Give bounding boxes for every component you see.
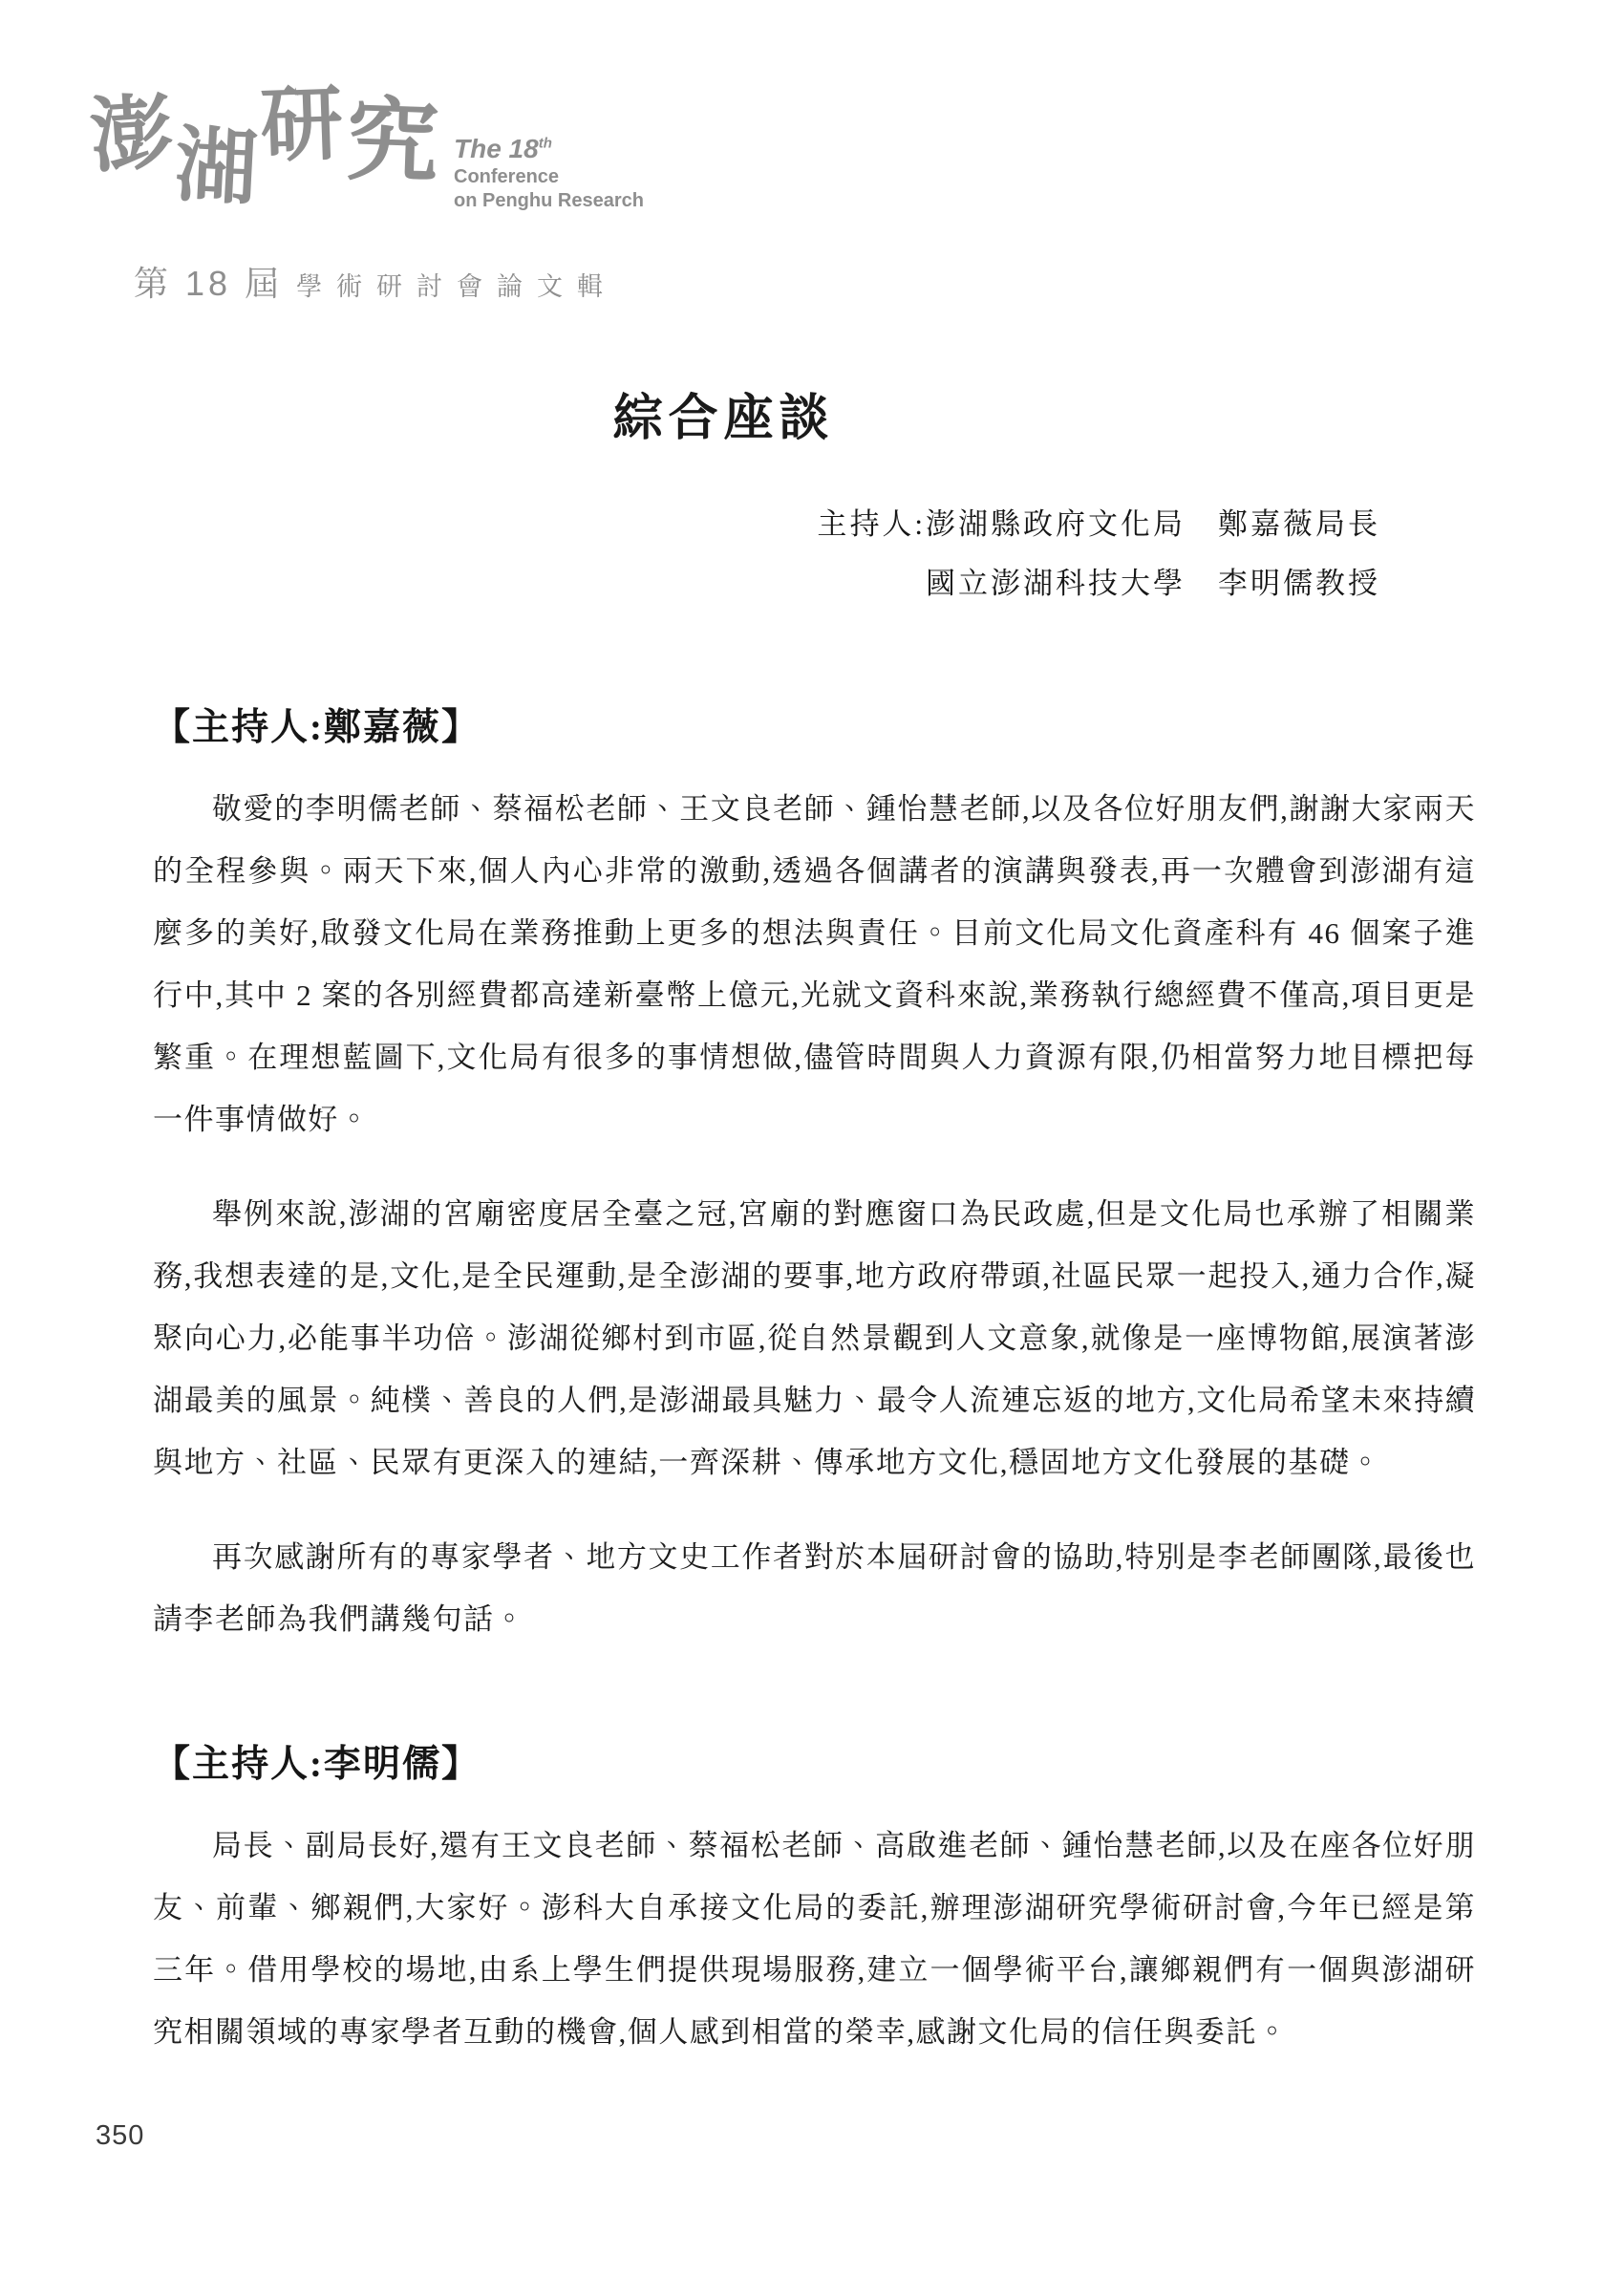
paragraph: 舉例來說,澎湖的宮廟密度居全臺之冠,宮廟的對應窗口為民政處,但是文化局也承辦了相關業務,我想表達的是,文化,是全民運動,是全澎湖的要事,地方政府帶頭,社區民眾一起投入,通力合作,凝聚向心力,必能事半功倍。澎湖從鄉村到市區,從自然景觀到人文意象,就像是一座博物館,展演著澎湖最美的風景。純樸、善良的人們,是澎湖最具魅力、最令人流連忘返的地方,文化局希望未來持續與地方、社區、民眾有更深入的連結,一齊深耕、傳承地方文化,穩固地方文化發展的基礎。 xyxy=(153,1197,1476,1479)
section-heading-li: 【主持人:李明儒】 xyxy=(153,1744,481,1785)
paragraph: 敬愛的李明儒老師、蔡福松老師、王文良老師、鍾怡慧老師,以及各位好朋友們,謝謝大家兩天的全程參與。兩天下來,個人內心非常的激動,透過各個講者的演講與發表,再一次體會到澎湖有這麼多的美好,啟發文化局在業務推動上更多的想法與責任。目前文化局文化資產科有 46 個案子進行中,其中 2 案的各別經費都高達新臺幣上億元,光就文資科來說,業務執行總經費不僅高,項目更是繁重。在理想藍圖下,文化局有很多的事情想做,儘管時間與人力資源有限,仍相當努力地目標把每一件事情做好。 xyxy=(153,792,1476,1136)
paragraph: 再次感謝所有的專家學者、地方文史工作者對於本屆研討會的協助,特別是李老師團隊,最後也請李老師為我們講幾句話。 xyxy=(153,1540,1476,1636)
logo-subtitle-row xyxy=(91,257,626,306)
logo-conference-line2: on Penghu Research xyxy=(454,190,644,211)
logo-char-jiu: 究 xyxy=(345,85,440,197)
logo-calligraphy-penghu-research xyxy=(87,75,440,218)
logo-conference-line1: Conference xyxy=(454,166,560,187)
section-heading-cheng: 【主持人:鄭嘉薇】 xyxy=(153,707,481,748)
page-title: 綜合座談 xyxy=(612,392,835,446)
byline-host-line2: 國立澎湖科技大學 李明儒教授 xyxy=(926,567,1380,600)
paragraph: 局長、副局長好,還有王文良老師、蔡福松老師、高啟進老師、鍾怡慧老師,以及在座各位好朋友、前輩、鄉親們,大家好。澎科大自承接文化局的委託,辦理澎湖研究學術研討會,今年已經是第三年。借用學校的場地,由系上學生們提供現場服務,建立一個學術平台,讓鄉親們有一個與澎湖研究相關領域的專家學者互動的機會,個人感到相當的榮幸,感謝文化局的信任與委託。 xyxy=(153,1829,1476,2049)
logo-char-hu: 湖 xyxy=(172,116,260,218)
logo-edition-text: The 18 xyxy=(454,134,539,163)
section-host-li-ming-ju xyxy=(153,1734,1476,2063)
logo-top-row xyxy=(87,75,644,218)
article-body xyxy=(153,377,1476,2095)
logo-edition-ordinal: th xyxy=(538,135,552,152)
logo-edition-english xyxy=(454,132,644,165)
logo-char-yan: 研 xyxy=(259,75,345,175)
conference-logo xyxy=(87,75,644,306)
logo-edition-chinese: 第 18 屆 xyxy=(134,264,284,303)
byline xyxy=(153,495,1380,613)
section-host-cheng-chia-wei xyxy=(153,698,1476,1650)
logo-char-peng: 澎 xyxy=(87,83,177,185)
page-number: 350 xyxy=(96,2120,145,2151)
byline-host-line1: 主持人:澎湖縣政府文化局 鄭嘉薇局長 xyxy=(817,507,1380,541)
logo-series-chinese: 學術研討會論文輯 xyxy=(296,272,618,301)
logo-english-block xyxy=(454,132,644,213)
